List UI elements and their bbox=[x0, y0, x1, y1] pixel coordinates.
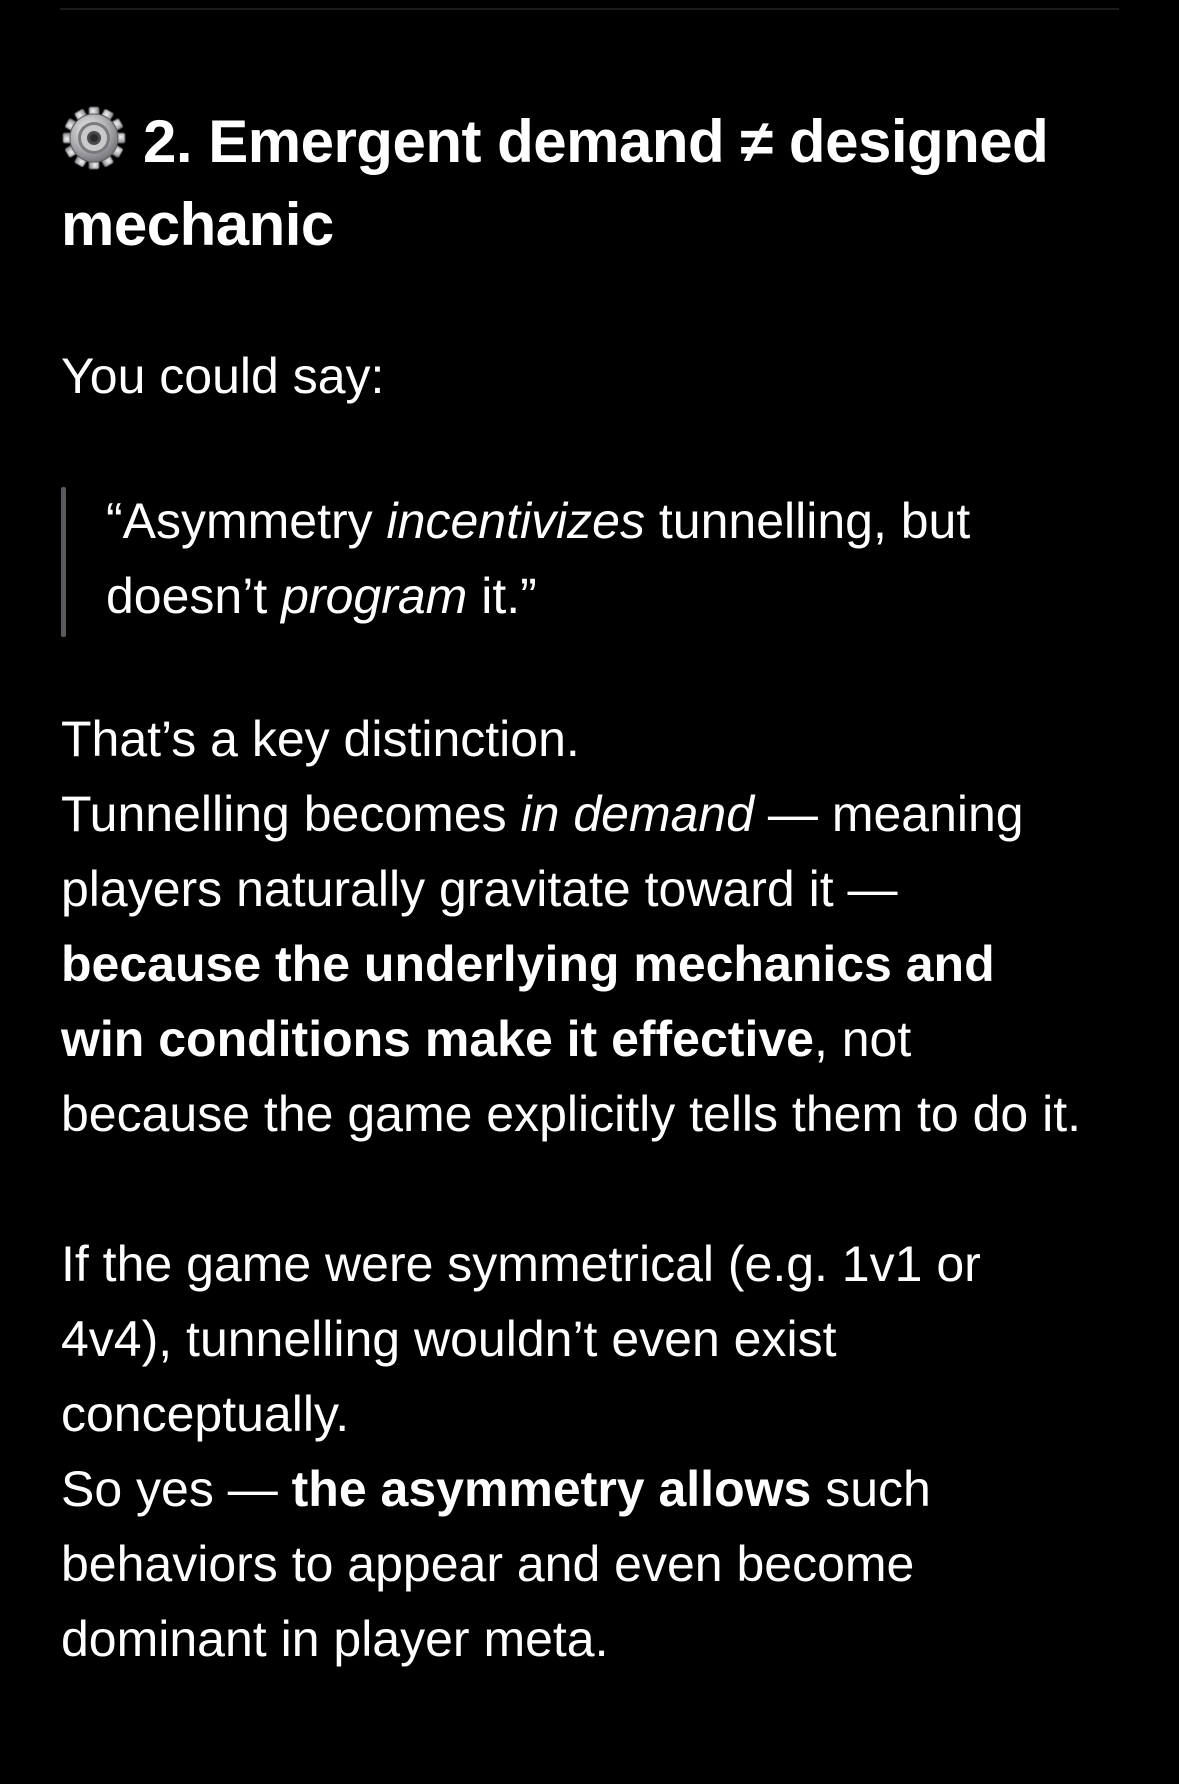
section-heading bbox=[61, 100, 1081, 266]
symmetry-paragraph: If the game were symmetrical (e.g. 1v1 or 4v4), tunnelling wouldn’t even exist conceptually. So yes — the asymmetry allows such behaviors to appear and even become dominant in player meta. bbox=[61, 1236, 981, 1667]
intro-text: You could say: bbox=[61, 348, 385, 404]
blockquote-text: “Asymmetry incentivizes tunnelling, but doesn’t program it.” bbox=[106, 493, 971, 624]
distinction-line: That’s a key distinction. bbox=[61, 711, 580, 767]
emphasis-program: program bbox=[281, 568, 468, 624]
blockquote-bar bbox=[61, 487, 66, 637]
top-divider bbox=[60, 8, 1119, 10]
symmetry-line: If the game were symmetrical (e.g. 1v1 or 4v4), tunnelling wouldn’t even exist conceptually. bbox=[61, 1236, 981, 1442]
message-content bbox=[61, 100, 1081, 1677]
bold-mechanics-phrase: because the underlying mechanics and win conditions make it effective bbox=[61, 936, 995, 1067]
section-heading-text: 2. Emergent demand ≠ designed mechanic bbox=[61, 108, 1049, 258]
gear-icon bbox=[61, 105, 127, 171]
blockquote bbox=[61, 484, 1081, 634]
distinction-paragraph: That’s a key distinction. Tunnelling becomes in demand — meaning players naturally gravitate toward it — because the underlying mechanics and win conditions make it effective, not because the game explicitly tells them to do it. bbox=[61, 711, 1081, 1142]
emphasis-incentivizes: incentivizes bbox=[386, 493, 645, 549]
emphasis-in-demand: in demand bbox=[520, 786, 755, 842]
bold-asymmetry-phrase: the asymmetry allows bbox=[291, 1461, 812, 1517]
